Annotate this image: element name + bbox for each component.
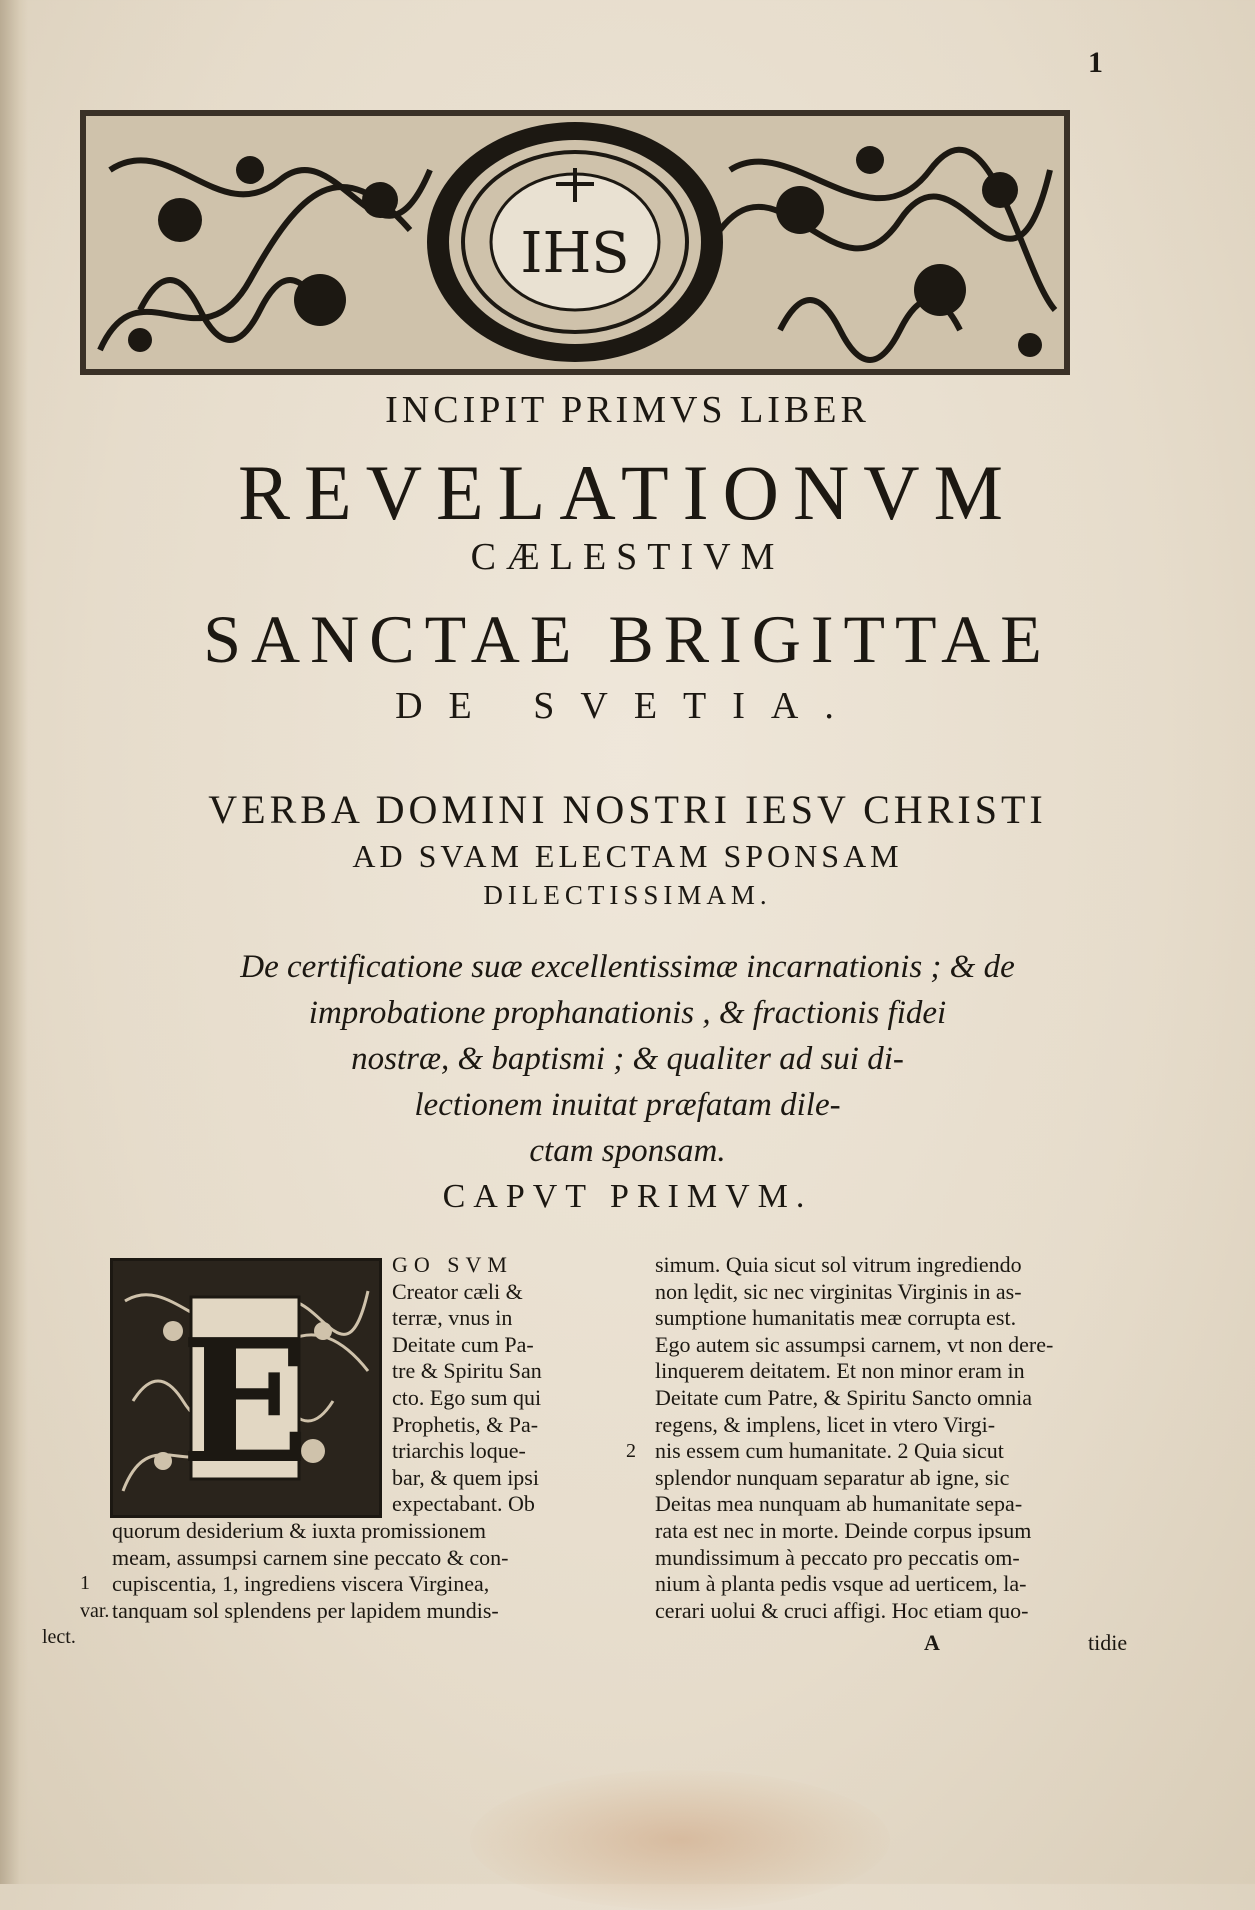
title-sanctae-brigittae: SANCTAE BRIGITTAE <box>203 601 1052 677</box>
right-column-text <box>655 1252 1141 1624</box>
folio-number: 1 <box>1088 46 1103 79</box>
margin-note-2: 2 <box>626 1440 636 1462</box>
text-line: non lędit, sic nec virginitas Virginis in as- <box>655 1278 1022 1304</box>
margin-note-lect: lect. <box>42 1626 76 1648</box>
chapter-summary <box>110 944 1145 1174</box>
text-line: Deitate cum Pa- <box>392 1331 534 1357</box>
text-line: GO SVM <box>392 1252 513 1277</box>
text-line: mundissimum à peccato pro peccatis om- <box>655 1544 1020 1570</box>
ornamental-headpiece <box>80 110 1070 375</box>
text-line: terræ, vnus in <box>392 1305 513 1331</box>
text-line: Prophetis, & Pa- <box>392 1411 539 1437</box>
text-line: quorum desiderium & iuxta promissionem <box>112 1518 486 1543</box>
summary-line: nostræ, & baptismi ; & qualiter ad sui di- <box>351 1041 904 1077</box>
chapter-heading: CAPVT PRIMVM. <box>442 1178 813 1215</box>
summary-line: improbatione prophanationis , & fractionis fidei <box>308 995 947 1031</box>
summary-line: De certificatione suæ excellentissimæ incarnationis ; & de <box>240 949 1015 985</box>
text-line: cerari uolui & cruci affigi. Hoc etiam quo- <box>655 1597 1029 1623</box>
text-line: sumptione humanitatis meæ corrupta est. <box>655 1305 1017 1331</box>
title-de-suetia: DE SVETIA. <box>395 685 860 727</box>
margin-note-1: 1 <box>80 1572 90 1594</box>
text-line: Ego autem sic assumpsi carnem, vt non dere- <box>655 1331 1054 1357</box>
verba-line-2: AD SVAM ELECTAM SPONSAM <box>352 838 903 874</box>
text-line: simum. Quia sicut sol vitrum ingrediendo <box>655 1252 1022 1277</box>
initial-woodcut <box>113 1261 379 1515</box>
text-line: tre & Spiritu San <box>392 1358 542 1384</box>
signature-mark: A <box>924 1630 940 1655</box>
title-caelestium: CÆLESTIVM <box>470 536 785 578</box>
text-line: tanquam sol splendens per lapidem mundis- <box>112 1597 499 1623</box>
page-gutter <box>0 0 28 1884</box>
text-line: Deitas mea nunquam ab humanitate sepa- <box>655 1491 1023 1517</box>
text-line: triarchis loque- <box>392 1438 526 1464</box>
catchword: tidie <box>1088 1630 1128 1655</box>
verba-line-1: VERBA DOMINI NOSTRI IESV CHRISTI <box>208 787 1047 832</box>
text-line: meam, assumpsi carnem sine peccato & con- <box>112 1544 509 1570</box>
paper-stain <box>470 1770 890 1910</box>
text-line: bar, & quem ipsi <box>392 1464 539 1490</box>
title-revelationum: REVELATIONVM <box>238 449 1017 536</box>
text-line: expectabant. Ob <box>392 1491 535 1517</box>
summary-line: ctam sponsam. <box>529 1133 726 1169</box>
incipit-line: INCIPIT PRIMVS LIBER <box>385 389 870 431</box>
text-line: cupiscentia, 1, ingrediens viscera Virginea, <box>112 1571 490 1597</box>
left-column-beside-initial <box>392 1252 584 1518</box>
headpiece-woodcut <box>80 110 1070 375</box>
text-line: regens, & implens, licet in vtero Virgi- <box>655 1411 996 1437</box>
text-line: Deitate cum Patre, & Spiritu Sancto omnia <box>655 1384 1032 1410</box>
summary-line: lectionem inuitat præfatam dile- <box>414 1087 841 1123</box>
text-line: linquerem deitatem. Et non minor eram in <box>655 1358 1025 1384</box>
left-column-text <box>112 1518 584 1624</box>
text-line: cto. Ego sum qui <box>392 1384 542 1410</box>
text-line: Creator cæli & <box>392 1278 523 1304</box>
headpiece-monogram: IHS <box>520 221 630 286</box>
text-line: rata est nec in morte. Deinde corpus ipsum <box>655 1517 1032 1543</box>
margin-note-var: var. <box>80 1600 110 1622</box>
text-line: nium à planta pedis vsque ad uerticem, la- <box>655 1571 1027 1597</box>
text-line: splendor nunquam separatur ab igne, sic <box>655 1464 1010 1490</box>
verba-line-3: DILECTISSIMAM. <box>483 880 772 910</box>
initial-letter: E <box>180 1302 310 1502</box>
decorated-initial <box>110 1258 382 1518</box>
text-line: nis essem cum humanitate. 2 Quia sicut <box>655 1438 1004 1464</box>
